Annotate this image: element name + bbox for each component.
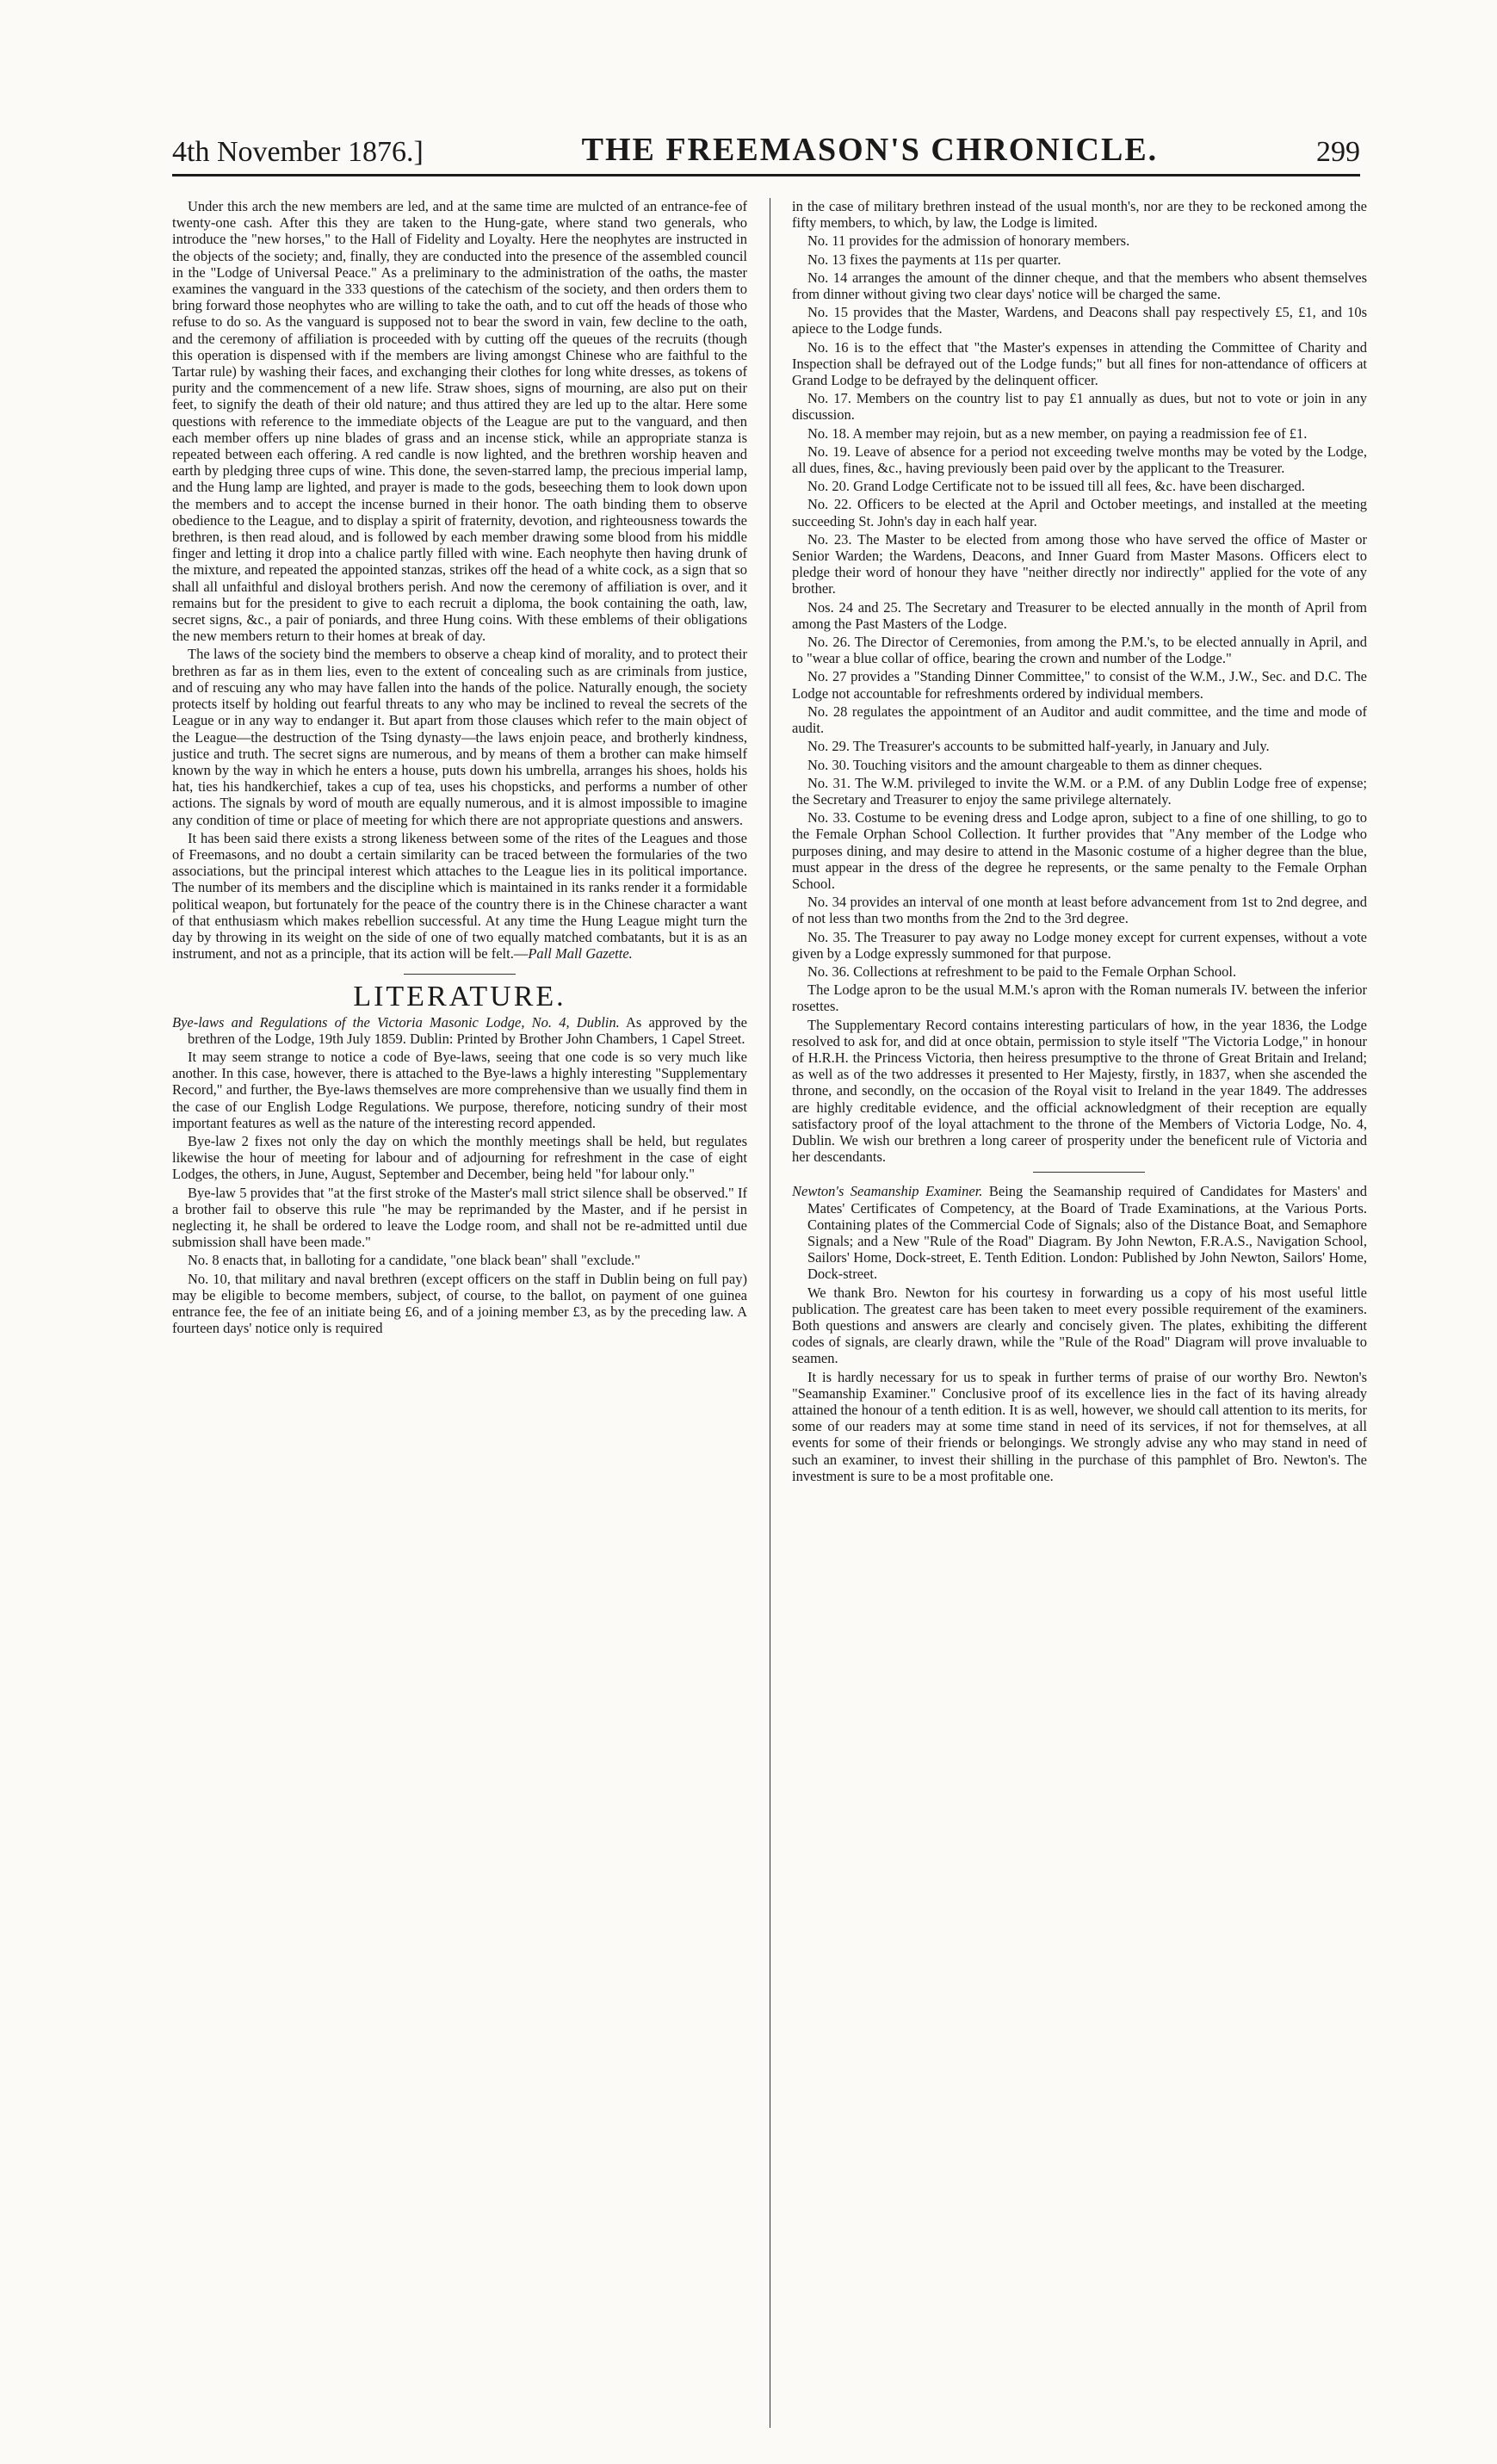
book-details: As approved by the brethren of the Lodge, 19th July 1859. Dublin: Printed by Brother John Chambers, 1 Capel Street. bbox=[188, 1013, 747, 1047]
page-number: 299 bbox=[1316, 136, 1360, 168]
bye-law-item: No. 35. The Treasurer to pay away no Lodge money except for current expenses, without a vote given by a Lodge expressly summoned for that purpose. bbox=[792, 928, 1367, 962]
bye-law-item: No. 30. Touching visitors and the amount chargeable to them as dinner cheques. bbox=[807, 756, 1263, 773]
bye-law-item: No. 16 is to the effect that "the Master's expenses in attending the Committee of Charity and Inspection shall be defrayed out of the Lodge funds;" but all fines for non-attendance of officers at Grand Lodge to be defrayed by the delinquent officer. bbox=[792, 338, 1367, 389]
review-paragraph: No. 8 enacts that, in balloting for a candidate, "one black bean" shall "exclude." bbox=[188, 1252, 640, 1269]
bye-law-item: No. 14 arranges the amount of the dinner cheque, and that the members who absent themselves from dinner without giving two clear days' notice will be charged the same. bbox=[792, 269, 1367, 303]
bye-law-item: No. 15 provides that the Master, Wardens, and Deacons shall pay respectively £5, £1, and 10s apiece to the Lodge funds. bbox=[792, 304, 1367, 337]
bye-law-item: The Lodge apron to be the usual M.M.'s apron with the Roman numerals IV. between the inferior rosettes. bbox=[792, 981, 1367, 1015]
review-paragraph: We thank Bro. Newton for his courtesy in forwarding us a copy of his most useful little publication. The greatest care has been taken to meet every possible requirement of the examiners. Both questions and answers are clearly and concisely given. The plates, exhibiting the different codes of signals, are clearly drawn, while the "Rule of the Road" Diagram will prove invaluable to seamen. bbox=[792, 1284, 1367, 1367]
book-title: Bye-laws and Regulations of the Victoria Masonic Lodge, No. 4, Dublin. bbox=[172, 1013, 620, 1031]
bye-law-item: No. 31. The W.M. privileged to invite the W.M. or a P.M. of any Dublin Lodge free of expense; the Secretary and Treasurer to enjoy the same privilege alternately. bbox=[792, 774, 1367, 808]
article-paragraph: Under this arch the new members are led, and at the same time are mulcted of an entrance-fee of twenty-one cash. After this they are taken to the Hung-gate, where stand two generals, who introduce the "new horses," to the Hall of Fidelity and Loyalty. Here the neophytes are instructed in the objects of the society; and, finally, they are conducted into the presence of the assembled council in the "Lodge of Universal Peace." As a preliminary to the administration of the oaths, the master examines the vanguard in the 333 questions of the catechism of the society, and then orders them to bring forward those neophytes who are willing to take the oath, and to cut off the heads of those who refuse to do so. As the vanguard is supposed not to bear the sword in vain, few decline to the oath, and the ceremony of affiliation is proceeded with by cutting off the queues of the recruits (though this operation is dispensed with if the members are living amongst Chinese who are faithful to the Tartar rule) by washing their faces, and exchanging their clothes for long white dresses, as tokens of purity and the commencement of a new life. Straw shoes, signs of mourning, are also put on their feet, to signify the death of their old nature; and thus attired they are led up to the altar. Here some questions with reference to the immediate objects of the League are put to the vanguard, and then each member offers up nine blades of grass and an incense stick, while an appropriate stanza is repeated between each offering. A red candle is now lighted, and the brethren worship heaven and earth by pledging three cups of wine. This done, the seven-starred lamp, the precious imperial lamp, and the Hung lamp are lighted, and prayer is made to the gods, beseeching them to look down upon the members and to accept the incense burned in their honor. The oath binding them to observe obedience to the League, and to display a spirit of fraternity, devotion, and righteousness towards the brethren, is then read aloud, and is followed by each member drawing some blood from his middle finger and letting it drop into a chalice partly filled with wine. Each neophyte then having drunk of the mixture, and repeated the appointed stanzas, strikes off the head of a white cock, as a sign that so shall all unfaithful and disloyal brothers perish. And now the ceremony of affiliation is over, and it remains but for the president to give to each recruit a diploma, the book containing the oath, law, secret signs, &c., a pair of poniards, and three Hung coins. With these emblems of their obligations the new members return to their homes at break of day. bbox=[172, 198, 747, 645]
review-paragraph: in the case of military brethren instead of the usual month's, nor are they to be reckoned among the fifty members, to which, by law, the Lodge is limited. bbox=[792, 198, 1367, 232]
bye-law-item: No. 19. Leave of absence for a period not exceeding twelve months may be voted by the Lodge, all dues, fines, &c., having previously been paid over by the applicant to the Treasurer. bbox=[792, 443, 1367, 477]
article-paragraph: The laws of the society bind the members to observe a cheap kind of morality, and to protect their brethren as far as in them lies, even to the extent of concealing such as are criminals from justice, and of rescuing any who may have fallen into the hands of the police. Naturally enough, the society protects itself by holding out fearful threats to any who may be inclined to reveal the secrets of the League or in any way to endanger it. But apart from those clauses which refer to the main object of the League—the destruction of the Tsing dynasty—the laws enjoin peace, and brotherly kindness, justice and truth. The secret signs are numerous, and by means of them a brother can make himself known by the way in which he enters a house, puts down his umbrella, arranges his shoes, holds his hat, ties his handkerchief, takes a cup of tea, uses his chopsticks, and performs a number of other actions. The signals by word of mouth are equally numerous, and it is almost impossible to imagine any condition of time or place of meeting for which there are not appropriate questions and answers. bbox=[172, 646, 747, 828]
bye-law-item: No. 33. Costume to be evening dress and Lodge apron, subject to a fine of one shilling, to go to the Female Orphan School Collection. It further provides that "Any member of the Lodge who purposes dining, and may desire to attend in the Masonic costume of a higher degree than the blue, must appear in the dress of the degree he represents, or the same penalty to the Female Orphan School. bbox=[792, 809, 1367, 892]
bye-law-item: No. 23. The Master to be elected from among those who have served the office of Master or Senior Warden; the Wardens, Deacons, and Inner Guard from Master Masons. Officers elect to pledge their word of honour they have "neither directly nor indirectly" applied for the vote of any brother. bbox=[792, 530, 1367, 597]
book-details: Being the Seamanship required of Candidates for Masters' and Mates' Certificates of Competency, at the Board of Trade Examinations, at the Various Ports. Containing plates of the Commercial Code of Signals; also of the Distance Boat, and Semaphore Signals; and a New "Rule of the Road" Diagram. By John Newton, F.R.A.S., Navigation School, Sailors' Home, Dock-street, E. Tenth Edition. London: Published by John Newton, Sailors' Home, Dock-street. bbox=[807, 1183, 1367, 1283]
bye-law-item: No. 29. The Treasurer's accounts to be submitted half-yearly, in January and July. bbox=[807, 738, 1270, 755]
section-divider bbox=[1033, 1172, 1145, 1173]
review-paragraph: The Supplementary Record contains interesting particulars of how, in the year 1836, the Lodge resolved to ask for, and did at once obtain, permission to style itself "The Victoria Lodge," in honour of H.R.H. the Princess Victoria, then heiress presumptive to the throne of Great Britain and Ireland; as well as of the two addresses it presented to Her Majesty, firstly, in 1837, when she ascended the throne, and secondly, on the occasion of the Royal visit to Ireland in the year 1849. The addresses are highly creditable evidence, and the official acknowledgment of their reception are equally satisfactory proof of the loyal attachment to the throne of the Members of Victoria Lodge, No. 4, Dublin. We wish our brethren a long career of prosperity under the beneficent rule of Victoria and her descendants. bbox=[792, 1016, 1367, 1166]
bye-law-item: No. 26. The Director of Ceremonies, from among the P.M.'s, to be elected annually in April, and to "wear a blue collar of office, bearing the crown and number of the Lodge." bbox=[792, 634, 1367, 667]
section-divider bbox=[404, 974, 516, 975]
publication-title: THE FREEMASON'S CHRONICLE. bbox=[581, 132, 1159, 168]
left-column bbox=[172, 198, 747, 1338]
issue-date: 4th November 1876.] bbox=[172, 136, 424, 168]
review-paragraph: It may seem strange to notice a code of Bye-laws, seeing that one code is so very much like another. In this case, however, there is attached to the Bye-laws a highly interesting "Supplementary Record," and further, the Bye-laws themselves are more comprehensive than we usually find them in the case of our English Lodge Regulations. We purpose, therefore, noticing sundry of their most important features as well as the nature of the interesting record appended. bbox=[172, 1048, 747, 1131]
review-citation bbox=[172, 1014, 747, 1047]
book-title: Newton's Seamanship Examiner. bbox=[792, 1183, 983, 1200]
review-citation bbox=[792, 1183, 1367, 1282]
page-header bbox=[172, 121, 1360, 176]
bye-law-item: No. 17. Members on the country list to pay £1 annually as dues, but not to vote or join in any discussion. bbox=[792, 390, 1367, 424]
bye-law-item: No. 22. Officers to be elected at the April and October meetings, and installed at the meeting succeeding St. John's day in each half year. bbox=[792, 496, 1367, 529]
article-text: It has been said there exists a strong likeness between some of the rites of the Leagues and those of Freemasons, and no doubt a certain similarity can be traced between the formularies of the two associations, but the principal interest which attaches to the League lies in its political importance. The number of its members and the discipline which is maintained in its ranks render it a formidable political weapon, but fortunately for the peace of the country there is in the Chinese character a want of that enthusiasm which makes rebellion successful. At any time the Hung League might turn the day by throwing in its weight on the side of one of two equally matched combatants, but it is as an instrument, and not as a principle, that its action will be felt.— bbox=[172, 829, 747, 963]
bye-law-item: No. 11 provides for the admission of honorary members. bbox=[807, 232, 1130, 250]
bye-law-item: No. 13 fixes the payments at 11s per quarter. bbox=[807, 251, 1061, 268]
article-paragraph bbox=[172, 830, 747, 963]
bye-law-item: No. 20. Grand Lodge Certificate not to be issued till all fees, &c. have been discharged. bbox=[807, 478, 1305, 495]
right-column bbox=[792, 198, 1367, 1486]
bye-law-item: No. 34 provides an interval of one month at least before advancement from 1st to 2nd degree, and of not less than two months from the 2nd to the 3rd degree. bbox=[792, 894, 1367, 927]
bye-law-item: No. 36. Collections at refreshment to be paid to the Female Orphan School. bbox=[807, 963, 1237, 980]
bye-law-item: No. 18. A member may rejoin, but as a new member, on paying a readmission fee of £1. bbox=[807, 424, 1308, 442]
bye-law-item: Nos. 24 and 25. The Secretary and Treasurer to be elected annually in the month of April from among the Past Masters of the Lodge. bbox=[792, 598, 1367, 632]
review-paragraph: No. 10, that military and naval brethren (except officers on the staff in Dublin being on full pay) may be eligible to become members, subject, of course, to the ballot, on payment of one guinea entrance fee, the fee of an initiate being £6, and of a joining member £3, as by the preceding law. A fourteen days' notice only is required bbox=[172, 1270, 747, 1337]
article-source: Pall Mall Gazette. bbox=[528, 945, 633, 963]
literature-heading: LITERATURE. bbox=[353, 981, 566, 1013]
review-paragraph: Bye-law 2 fixes not only the day on which the monthly meetings shall be held, but regulates likewise the hour of meeting for labour and of adjourning for refreshment in the case of eight Lodges, the others, in June, August, September and December, being held "for labour only." bbox=[172, 1132, 747, 1183]
review-paragraph: It is hardly necessary for us to speak in further terms of praise of our worthy Bro. Newton's "Seamanship Examiner." Conclusive proof of its excellence lies in the fact of its having already attained the honour of a tenth edition. It is as well, however, we should call attention to its merits, for some of our readers may at some time stand in need of its services, if not for themselves, at all events for some of their friends or belongings. We strongly advise any who may stand in need of such an examiner, to invest their shilling in the purchase of this pamphlet of Bro. Newton's. The investment is sure to be a most profitable one. bbox=[792, 1368, 1367, 1484]
review-paragraph: Bye-law 5 provides that "at the first stroke of the Master's mall strict silence shall be observed." If a brother fail to observe this rule "he may be reprimanded by the Master, and if he persist in neglecting it, he shall be ordered to leave the Lodge room, and shall not be re-admitted until due submission shall have been made." bbox=[172, 1184, 747, 1251]
bye-law-item: No. 28 regulates the appointment of an Auditor and audit committee, and the time and mode of audit. bbox=[792, 703, 1367, 737]
bye-law-item: No. 27 provides a "Standing Dinner Committee," to consist of the W.M., J.W., Sec. and D.C. The Lodge not accountable for refreshments ordered by individual members. bbox=[792, 668, 1367, 702]
